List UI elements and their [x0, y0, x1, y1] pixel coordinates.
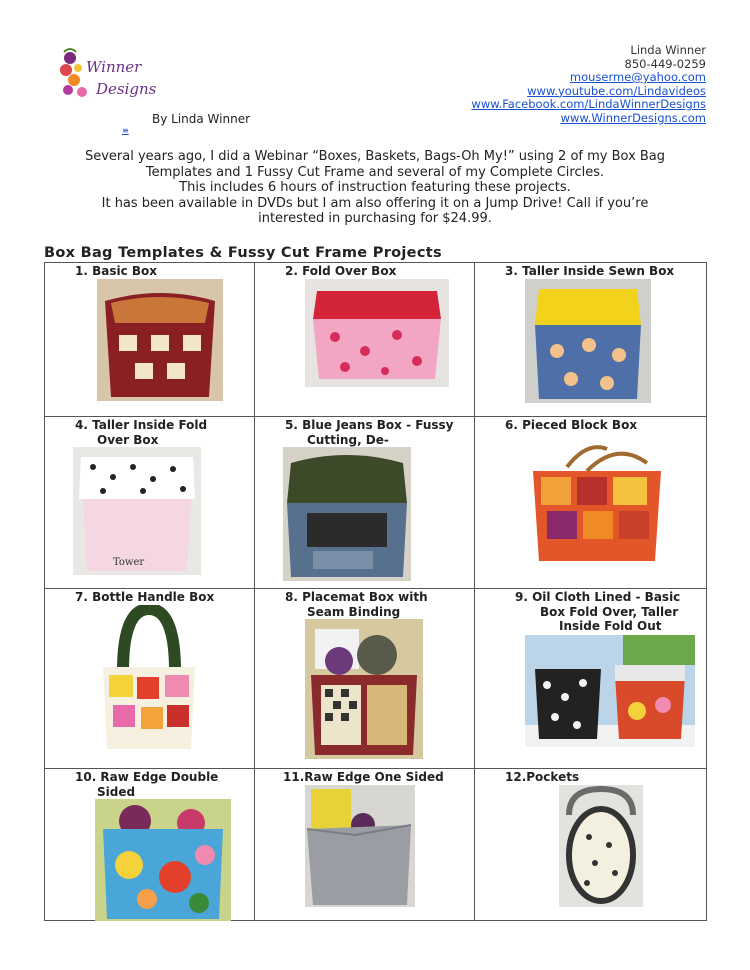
- oil-cloth-lined-box-photo: [525, 635, 695, 747]
- taller-inside-sewn-box-photo: [525, 279, 651, 403]
- contact-name: Linda Winner: [630, 43, 706, 57]
- intro-line: Several years ago, I did a Webinar “Boxes, Baskets, Bags-Oh My!” using 2 of my Box Bag: [84, 149, 666, 164]
- project-label: 11.Raw Edge One Sided: [283, 770, 444, 784]
- svg-text:Winner: Winner: [86, 58, 142, 76]
- project-label: 4. Taller Inside Fold Over Box: [75, 418, 208, 447]
- project-label: 5. Blue Jeans Box - Fussy Cutting, De-: [285, 418, 454, 447]
- project-label: 10. Raw Edge Double Sided: [75, 770, 219, 799]
- project-cell: [475, 417, 707, 589]
- email-link[interactable]: mouserme@yahoo.com: [569, 70, 706, 84]
- project-cell: [45, 589, 255, 769]
- small-link[interactable]: ≡: [122, 126, 129, 135]
- contact-phone: 850-449-0259: [624, 56, 706, 71]
- intro-line: This includes 6 hours of instruction featuring these projects.: [179, 180, 571, 195]
- basic-box-photo: [97, 279, 223, 401]
- section-title: Box Bag Templates & Fussy Cut Frame Projects: [44, 245, 442, 261]
- project-label: 7. Bottle Handle Box: [75, 590, 215, 604]
- project-label: 1. Basic Box: [75, 264, 158, 278]
- winner-designs-logo: [60, 44, 160, 104]
- projects-table: [44, 262, 707, 921]
- project-cell: [475, 263, 707, 417]
- byline: By Linda Winner: [152, 112, 251, 126]
- intro-line: Templates and 1 Fussy Cut Frame and several of my Complete Circles.: [145, 164, 605, 180]
- project-label: 12.Pockets: [505, 770, 580, 784]
- project-label: 8. Placemat Box with Seam Binding: [285, 590, 428, 619]
- intro-paragraph: [50, 149, 700, 227]
- intro-line: interested in purchasing for $24.99.: [258, 211, 492, 226]
- pieced-block-box-photo: [527, 437, 667, 565]
- pockets-box-photo: [559, 785, 643, 907]
- project-cell: [45, 263, 255, 417]
- project-cell: [255, 769, 475, 921]
- project-label: 6. Pieced Block Box: [505, 418, 638, 432]
- project-cell: [255, 263, 475, 417]
- raw-edge-one-sided-box-photo: [305, 785, 415, 907]
- fold-over-box-photo: [305, 279, 449, 387]
- project-label: 9. Oil Cloth Lined - Basic Box Fold Over, Taller Inside Fold Out: [515, 590, 681, 633]
- project-cell: [475, 589, 707, 769]
- raw-edge-double-sided-box-photo: [95, 799, 231, 921]
- placemat-box-photo: [305, 619, 423, 759]
- youtube-link[interactable]: www.youtube.com/Lindavideos: [527, 83, 706, 98]
- svg-text:Designs: Designs: [96, 80, 157, 98]
- website-link[interactable]: www.WinnerDesigns.com: [560, 110, 706, 125]
- project-cell: [475, 769, 707, 921]
- bottle-handle-box-photo: [99, 605, 199, 755]
- blue-jeans-box-photo: [283, 447, 411, 581]
- project-label: 2. Fold Over Box: [285, 264, 397, 278]
- facebook-link[interactable]: www.Facebook.com/LindaWinnerDesigns: [471, 97, 706, 111]
- svg-text:Tower: Tower: [113, 557, 145, 568]
- project-cell: [255, 417, 475, 589]
- project-cell: [45, 769, 255, 921]
- project-label: 3. Taller Inside Sewn Box: [505, 264, 675, 278]
- contact-block: [471, 44, 706, 125]
- project-cell: [45, 417, 255, 589]
- project-cell: [255, 589, 475, 769]
- taller-inside-fold-over-box-photo: [73, 447, 201, 575]
- intro-line: It has been available in DVDs but I am also offering it on a Jump Drive! Call if you’re: [101, 195, 649, 211]
